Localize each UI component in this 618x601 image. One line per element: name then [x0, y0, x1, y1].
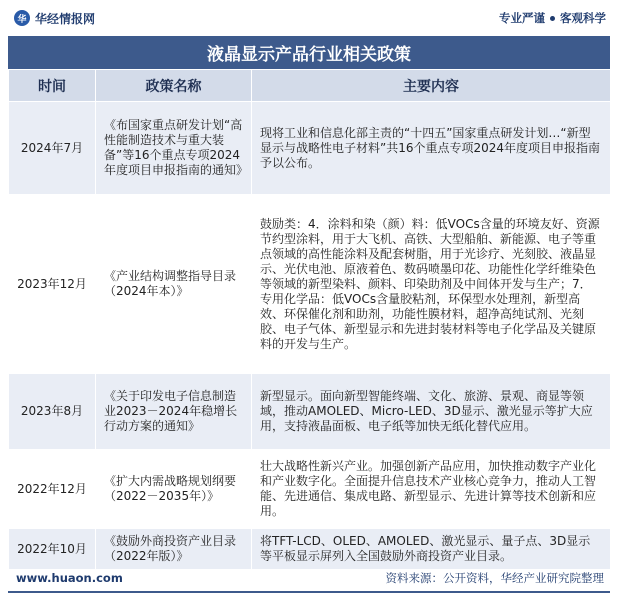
- table-row: [9, 195, 611, 374]
- slogan-right: 客观科学: [560, 11, 606, 25]
- table-row: [9, 450, 611, 529]
- cell-policy-name: 《鼓励外商投资产业目录（2022年版）》: [96, 529, 252, 570]
- huajing-logo-icon: 华: [14, 10, 30, 26]
- cell-time: 2024年7月: [9, 102, 96, 195]
- cell-policy-name: 《扩大内需战略规划纲要（2022－2035年）》: [96, 450, 252, 529]
- brand-name: 华经情报网: [35, 11, 96, 26]
- cell-time: 2023年8月: [9, 374, 96, 450]
- brand[interactable]: [14, 10, 95, 27]
- cell-policy-name: 《产业结构调整指导目录（2024年本）》: [96, 195, 252, 374]
- column-header-policy-name: 政策名称: [96, 70, 252, 102]
- cell-content: 将TFT-LCD、OLED、AMOLED、激光显示、量子点、3D显示等平板显示屏列入全国鼓励外商投资产业目录。: [252, 529, 611, 570]
- column-header-time: 时间: [9, 70, 96, 102]
- cell-policy-name: 《布国家重点研发计划“高性能制造技术与重大装备”等16个重点专项2024年度项目申报指南的通知》: [96, 102, 252, 195]
- slogan-left: 专业严谨: [499, 11, 545, 25]
- website-link[interactable]: www.huaon.com: [16, 571, 123, 585]
- cell-content: 鼓励类：4．涂料和染（颜）料：低VOCs含量的环境友好、资源节约型涂料，用于大飞机、高铁、大型船舶、新能源、电子等重点领域的高性能涂料及配套树脂，用于光诊疗、光刻胶、液晶显示、光伏电池、原液着色、数码喷墨印花、功能性化学纤维染色等领域的新型染料、颜料、印染助剂及中间体开发与生产；7．专用化学品：低VOCs含量胶粘剂，环保型水处理剂，新型高效、环保催化剂和助剂，功能性膜材料，超净高纯试剂、光刻胶、电子气体、新型显示和先进封装材料等电子化学品及关键原料的开发与生产。: [252, 195, 611, 374]
- column-header-content: 主要内容: [252, 70, 611, 102]
- cell-time: 2022年12月: [9, 450, 96, 529]
- policy-table: [8, 69, 611, 570]
- table-row: [9, 374, 611, 450]
- top-bar: [0, 0, 618, 36]
- cell-time: 2022年10月: [9, 529, 96, 570]
- footer: [0, 565, 618, 591]
- table-header-row: [9, 70, 611, 102]
- cell-content: 新型显示。面向新型智能终端、文化、旅游、景观、商显等领域，推动AMOLED、Micro-LED、3D显示、激光显示等扩大应用，支持液晶面板、电子纸等加快无纸化替代应用。: [252, 374, 611, 450]
- source-note: 资料来源：公开资料，华经产业研究院整理: [385, 571, 604, 585]
- footer-divider: [8, 591, 610, 593]
- cell-time: 2023年12月: [9, 195, 96, 374]
- page-title: 液晶显示产品行业相关政策: [8, 36, 610, 69]
- cell-content: 壮大战略性新兴产业。加强创新产品应用，加快推动数字产业化和产业数字化。全面提升信息技术产业核心竞争力，推动人工智能、先进通信、集成电路、新型显示、先进计算等技术创新和应用。: [252, 450, 611, 529]
- cell-policy-name: 《关于印发电子信息制造业2023－2024年稳增长行动方案的通知》: [96, 374, 252, 450]
- table-row: [9, 529, 611, 570]
- bullet-dot-icon: [550, 16, 555, 21]
- cell-content: 现将工业和信息化部主责的“十四五”国家重点研发计划…“新型显示与战略性电子材料”共16个重点专项2024年度项目申报指南予以公布。: [252, 102, 611, 195]
- slogan: [499, 10, 606, 26]
- table-row: [9, 102, 611, 195]
